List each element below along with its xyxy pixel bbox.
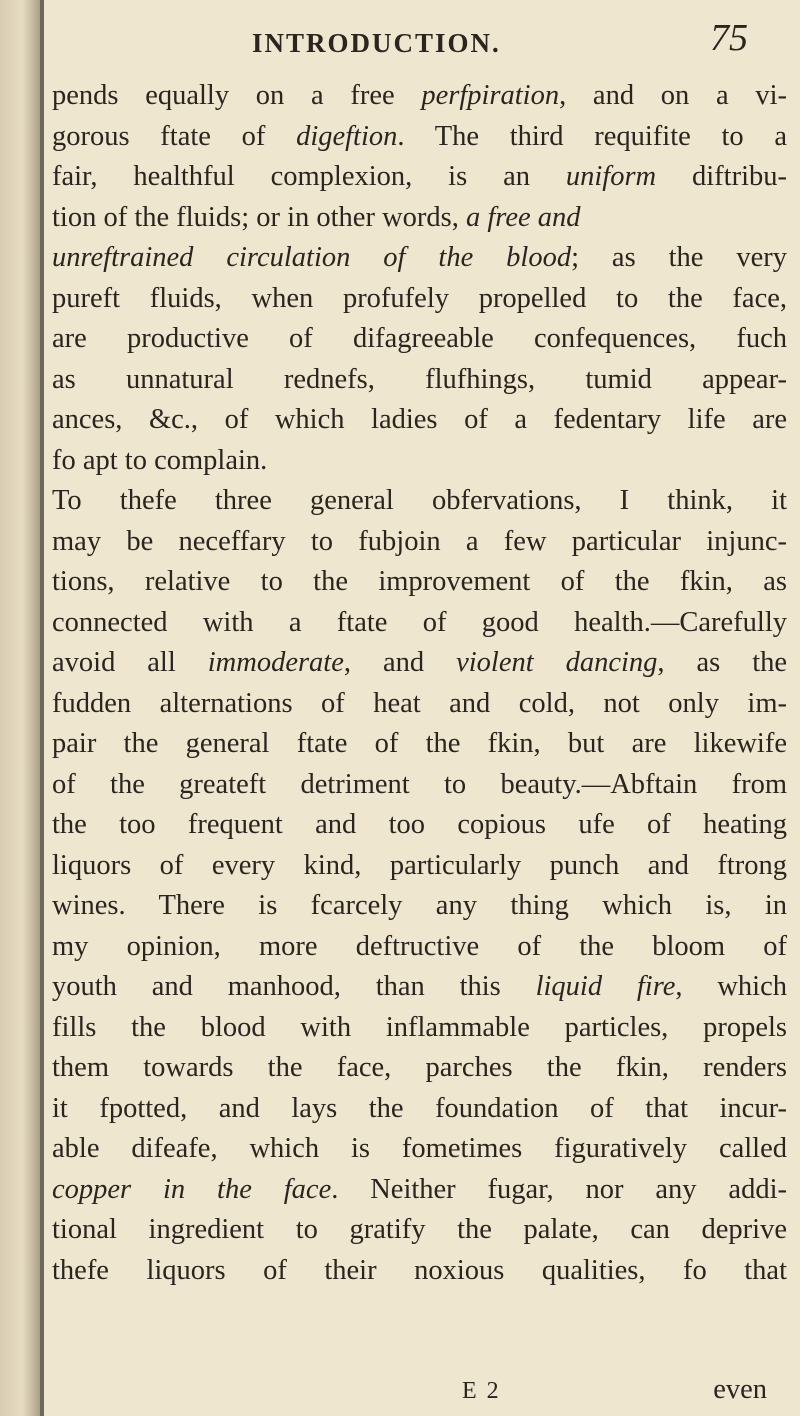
- text-line: [52, 157, 787, 198]
- text-segment: them towards the face, parches the fkin, renders: [52, 1052, 787, 1083]
- text-line: [52, 846, 787, 887]
- italic-text: unreftrained circulation of the blood: [52, 242, 572, 273]
- text-segment: ances, &c., of which ladies of a fedentary life are: [52, 404, 787, 435]
- text-line: [52, 886, 787, 927]
- text-segment: connected with a ftate of good health.—Carefully: [52, 606, 787, 638]
- text-segment: wines. There is fcarcely any thing which is, in: [52, 890, 787, 921]
- text-line: [52, 1251, 787, 1292]
- body-text: [52, 76, 787, 1291]
- text-line: [52, 522, 787, 563]
- text-line: [52, 441, 787, 482]
- text-segment: pends equally on a free: [52, 80, 422, 111]
- text-segment: ; as the very: [571, 242, 787, 273]
- text-line: [52, 1089, 787, 1130]
- text-segment: pureft fluids, when profufely propelled to the face,: [52, 282, 787, 314]
- text-line: [52, 1170, 787, 1211]
- text-segment: thefe liquors of their noxious qualities, fo that: [52, 1254, 787, 1286]
- text-segment: my opinion, more deftructive of the bloom of: [52, 930, 787, 962]
- text-line: [52, 1129, 787, 1170]
- text-segment: are productive of difagreeable confequences, fuch: [52, 323, 787, 354]
- text-segment: , which: [675, 971, 787, 1002]
- text-segment: , as the: [657, 647, 787, 678]
- text-segment: fills the blood with inflammable particles, propels: [52, 1011, 787, 1043]
- italic-text: perfpiration: [421, 80, 560, 111]
- text-segment: fudden alternations of heat and cold, not only im-: [52, 687, 787, 719]
- text-line: [52, 238, 787, 279]
- page-footer: [52, 1374, 787, 1414]
- text-line: [52, 117, 787, 158]
- text-segment: , and: [343, 647, 457, 678]
- italic-text: copper in the face: [52, 1173, 332, 1205]
- italic-text: digeftion: [296, 120, 398, 152]
- italic-text: uniform: [565, 161, 657, 192]
- text-segment: tional ingredient to gratify the palate, can deprive: [52, 1214, 787, 1245]
- text-segment: diftribu-: [656, 161, 787, 192]
- text-line: [52, 198, 787, 239]
- text-segment: may be neceffary to fubjoin a few particular injunc-: [52, 525, 787, 557]
- catchword: even: [713, 1374, 767, 1405]
- text-segment: able difeafe, which is fometimes figuratively called: [52, 1133, 787, 1164]
- italic-text: a free and: [466, 201, 581, 233]
- text-line: [52, 805, 787, 846]
- text-line: [52, 562, 787, 603]
- text-line: [52, 279, 787, 320]
- text-segment: fair, healthful complexion, is an: [52, 161, 566, 192]
- text-segment: pair the general ftate of the fkin, but are likewife: [52, 728, 787, 759]
- text-line: [52, 76, 787, 117]
- text-segment: fo apt to complain.: [52, 444, 268, 476]
- book-gutter: [0, 0, 40, 1416]
- text-line: [52, 927, 787, 968]
- text-line: [52, 643, 787, 684]
- text-segment: of the greateft detriment to beauty.—Abftain from: [52, 768, 787, 800]
- text-line: [52, 1210, 787, 1251]
- text-segment: To thefe three general obfervations, I think, it: [52, 485, 787, 516]
- text-line: [52, 684, 787, 725]
- text-line: [52, 360, 787, 401]
- text-segment: . Neither fugar, nor any addi-: [331, 1173, 787, 1205]
- text-segment: , and on a vi-: [559, 80, 787, 111]
- text-line: [52, 765, 787, 806]
- italic-text: liquid fire: [535, 971, 676, 1002]
- text-line: [52, 603, 787, 644]
- running-head: [0, 6, 800, 66]
- binding-shadow: [40, 0, 44, 1416]
- text-line: [52, 319, 787, 360]
- text-segment: tions, relative to the improvement of the fkin, as: [52, 566, 787, 597]
- text-line: [52, 967, 787, 1008]
- text-line: [52, 1048, 787, 1089]
- text-line: [52, 724, 787, 765]
- text-segment: as unnatural rednefs, flufhings, tumid appear-: [52, 363, 787, 395]
- text-segment: gorous ftate of: [52, 120, 297, 152]
- text-segment: it fpotted, and lays the foundation of that incur-: [52, 1092, 787, 1124]
- text-line: [52, 481, 787, 522]
- text-line: [52, 1008, 787, 1049]
- text-segment: youth and manhood, than this: [52, 971, 536, 1002]
- text-line: [52, 400, 787, 441]
- text-segment: liquors of every kind, particularly punch and ftrong: [52, 849, 787, 881]
- text-segment: tion of the fluids; or in other words,: [52, 201, 466, 233]
- text-segment: the too frequent and too copious ufe of heating: [52, 809, 787, 840]
- text-segment: avoid all: [52, 647, 208, 678]
- signature-mark: E 2: [462, 1378, 501, 1404]
- running-head-title: INTRODUCTION.: [252, 28, 501, 58]
- page-number: 75: [710, 17, 748, 59]
- italic-text: immoderate: [207, 647, 344, 678]
- italic-text: violent dancing: [456, 647, 658, 678]
- text-segment: . The third requifite to a: [397, 120, 787, 152]
